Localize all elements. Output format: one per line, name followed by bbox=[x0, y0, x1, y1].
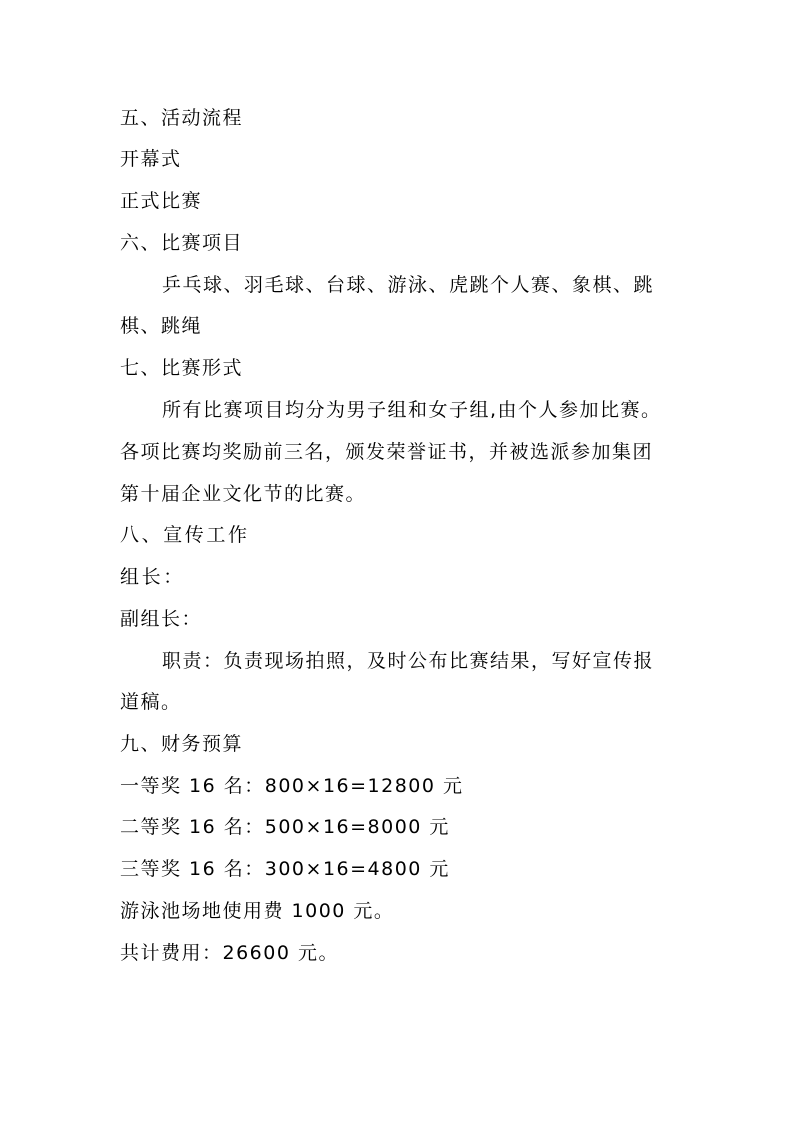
section-heading-budget: 九、财务预算 bbox=[120, 733, 244, 755]
flow-item-opening: 开幕式 bbox=[120, 148, 182, 170]
events-paragraph-line-1: 乒乓球、羽毛球、台球、游泳、虎跳个人赛、象棋、跳 bbox=[162, 274, 655, 296]
budget-third-prize: 三等奖 16 名：300×16=4800 元 bbox=[120, 858, 450, 880]
format-paragraph-line-2: 各项比赛均奖励前三名，颁发荣誉证书，并被选派参加集团 bbox=[120, 441, 654, 463]
format-paragraph-line-1: 所有比赛项目均分为男子组和女子组,由个人参加比赛。 bbox=[162, 399, 662, 421]
leader-line: 组长： bbox=[120, 566, 185, 588]
section-heading-publicity: 八、宣传工作 bbox=[120, 524, 250, 546]
duty-paragraph-line-2: 道稿。 bbox=[120, 691, 182, 713]
flow-item-match: 正式比赛 bbox=[120, 190, 203, 212]
events-paragraph-line-2: 棋、跳绳 bbox=[120, 315, 203, 337]
budget-total: 共计费用：26600 元。 bbox=[120, 942, 339, 964]
section-heading-activity-flow: 五、活动流程 bbox=[120, 107, 244, 129]
section-heading-events: 六、比赛项目 bbox=[120, 232, 244, 254]
duty-paragraph-line-1: 职责：负责现场拍照，及时公布比赛结果，写好宣传报 bbox=[162, 650, 655, 672]
section-heading-format: 七、比赛形式 bbox=[120, 357, 244, 379]
deputy-leader-line: 副组长： bbox=[120, 608, 203, 630]
budget-pool-fee: 游泳池场地使用费 1000 元。 bbox=[120, 900, 395, 922]
budget-first-prize: 一等奖 16 名：800×16=12800 元 bbox=[120, 775, 464, 797]
format-paragraph-line-3: 第十届企业文化节的比赛。 bbox=[120, 483, 367, 505]
budget-second-prize: 二等奖 16 名：500×16=8000 元 bbox=[120, 816, 450, 838]
